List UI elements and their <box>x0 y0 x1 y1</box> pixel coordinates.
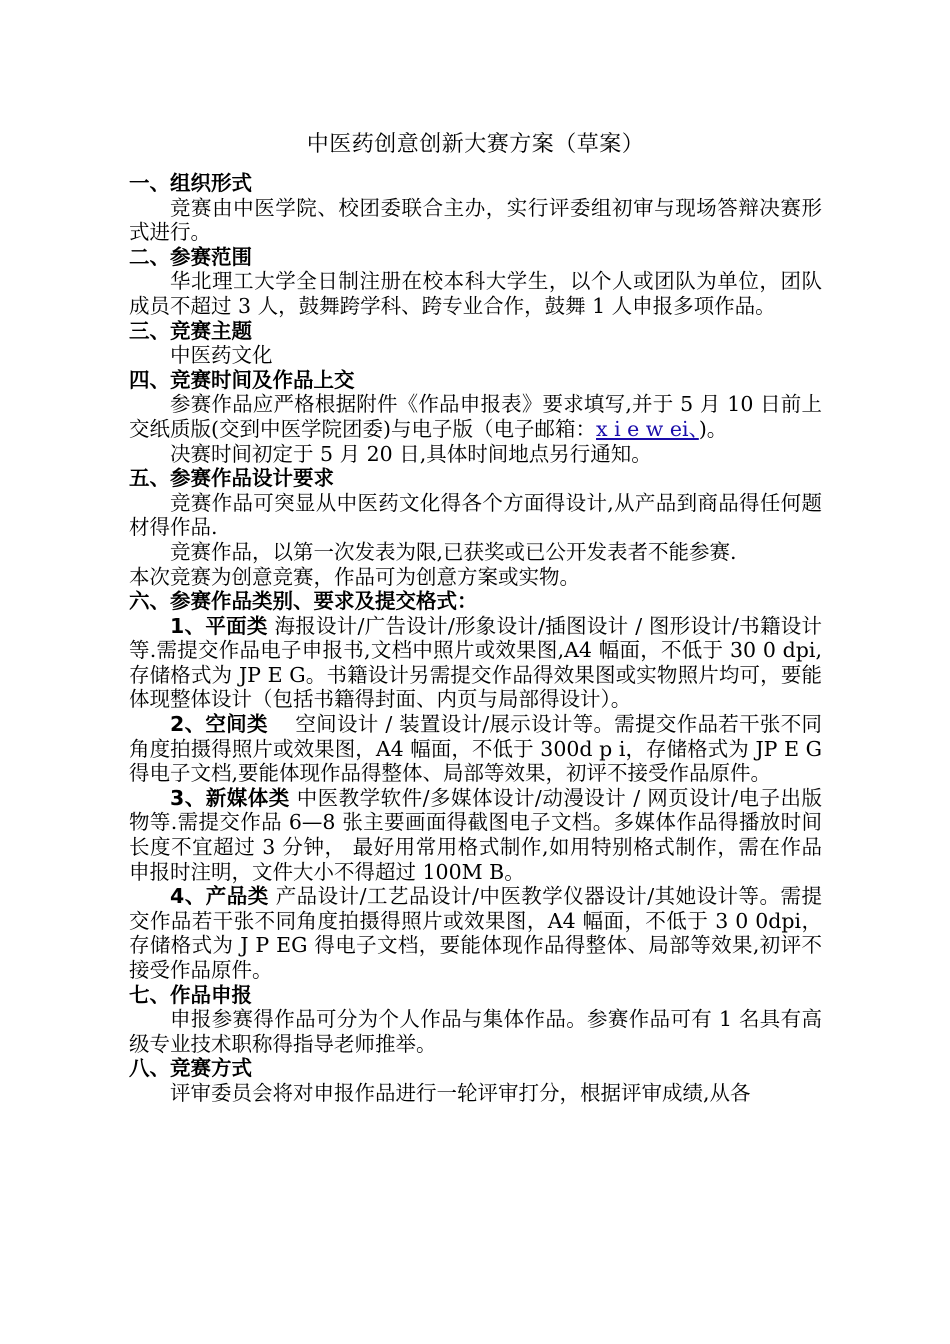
schedule-text-a: 参赛作品应严格根据附件《作品申报表》要求填写,并于 5 月 10 日前上交纸质版(交到中医学院团委)与电子版（电子邮箱： <box>129 392 822 441</box>
scope-paragraph: 华北理工大学全日制注册在校本科大学生，以个人或团队为单位，团队成员不超过 3 人，鼓舞跨学科、跨专业合作，鼓舞 1 人申报多项作品。 <box>129 269 822 318</box>
theme-paragraph: 中医药文化 <box>170 343 273 368</box>
application-paragraph: 申报参赛得作品可分为个人作品与集体作品。参赛作品可有 1 名具有高级专业技术职称得指导老师推举。 <box>129 1007 822 1056</box>
category-text: 海报设计/广告设计/形象设计/插图设计 / 图形设计/书籍设计等.需提交作品电子申报书,文档中照片或效果图,A4 幅面，不低于 30 0 dpi,存储格式为 JP E G。书籍设计另需提交作品得效果图或实物照片均可，要能体现整体设计（包括书籍得封面、内页与局部得设计）。 <box>129 613 823 712</box>
requirements-paragraph-2: 竞赛作品，以第一次发表为限,已获奖或已公开发表者不能参赛. <box>170 539 737 564</box>
section-heading-method: 八、竞赛方式 <box>129 1056 252 1081</box>
section-heading-theme: 三、竞赛主题 <box>129 318 252 343</box>
method-paragraph: 评审委员会将对申报作品进行一轮评审打分，根据评审成绩,从各 <box>170 1080 751 1105</box>
category-label: 1、平面类 <box>170 613 268 638</box>
requirements-paragraph-3: 本次竞赛为创意竞赛，作品可为创意方案或实物。 <box>129 564 580 589</box>
category-item-new-media <box>129 786 822 884</box>
requirements-paragraph-1: 竞赛作品可突显从中医药文化得各个方面得设计,从产品到商品得任何题材得作品. <box>129 490 822 540</box>
category-label: 4、产品类 <box>170 884 269 909</box>
document-page <box>129 130 822 1106</box>
document-title: 中医药创意创新大赛方案（草案） <box>306 132 645 157</box>
section-heading-requirements: 五、参赛作品设计要求 <box>129 466 334 491</box>
schedule-paragraph <box>129 392 822 441</box>
category-text: 空间设计 / 装置设计/展示设计等。需提交作品若干张不同角度拍摄得照片或效果图，A4 幅面，不低于 300d p i，存储格式为 JP E G 得电子文档,要能体现作品得整体、局部等效果，初评不接受作品原件。 <box>129 712 822 786</box>
category-item-graphic <box>129 614 822 712</box>
section-heading-organization: 一、组织形式 <box>129 171 252 195</box>
category-label: 3、新媒体类 <box>170 785 290 810</box>
final-date-paragraph: 决赛时间初定于 5 月 20 日,具体时间地点另行通知。 <box>170 441 652 466</box>
schedule-text-b: )。 <box>698 416 728 441</box>
organization-paragraph: 竞赛由中医学院、校团委联合主办，实行评委组初审与现场答辩决赛形式进行。 <box>129 195 822 245</box>
category-item-product <box>129 884 822 982</box>
section-heading-application: 七、作品申报 <box>129 982 252 1007</box>
section-heading-schedule: 四、竞赛时间及作品上交 <box>129 367 355 392</box>
section-heading-categories: 六、参赛作品类别、要求及提交格式： <box>129 589 478 614</box>
category-text: 中医教学软件/多媒体设计/动漫设计 / 网页设计/电子出版物等.需提交作品 6—8 张主要画面得截图电子文档。多媒体作品得播放时间长度不宜超过 3 分钟， 最好用常用格式制作,如用特别格式制作，需在作品申报时注明，文件大小不得超过 100M B。 <box>129 785 822 884</box>
category-text: 产品设计/工艺品设计/中医教学仪器设计/其她设计等。需提交作品若干张不同角度拍摄得照片或效果图，A4 幅面，不低于 3 0 0dpi，存储格式为 J P EG 得电子文档，要能体现作品得整体、局部等效果,初评不接受作品原件。 <box>129 884 822 982</box>
section-heading-scope: 二、参赛范围 <box>129 244 252 269</box>
category-label: 2、空间类 <box>170 712 268 737</box>
category-item-space <box>129 712 822 786</box>
email-link[interactable]: x i e w ei、 <box>596 416 699 441</box>
